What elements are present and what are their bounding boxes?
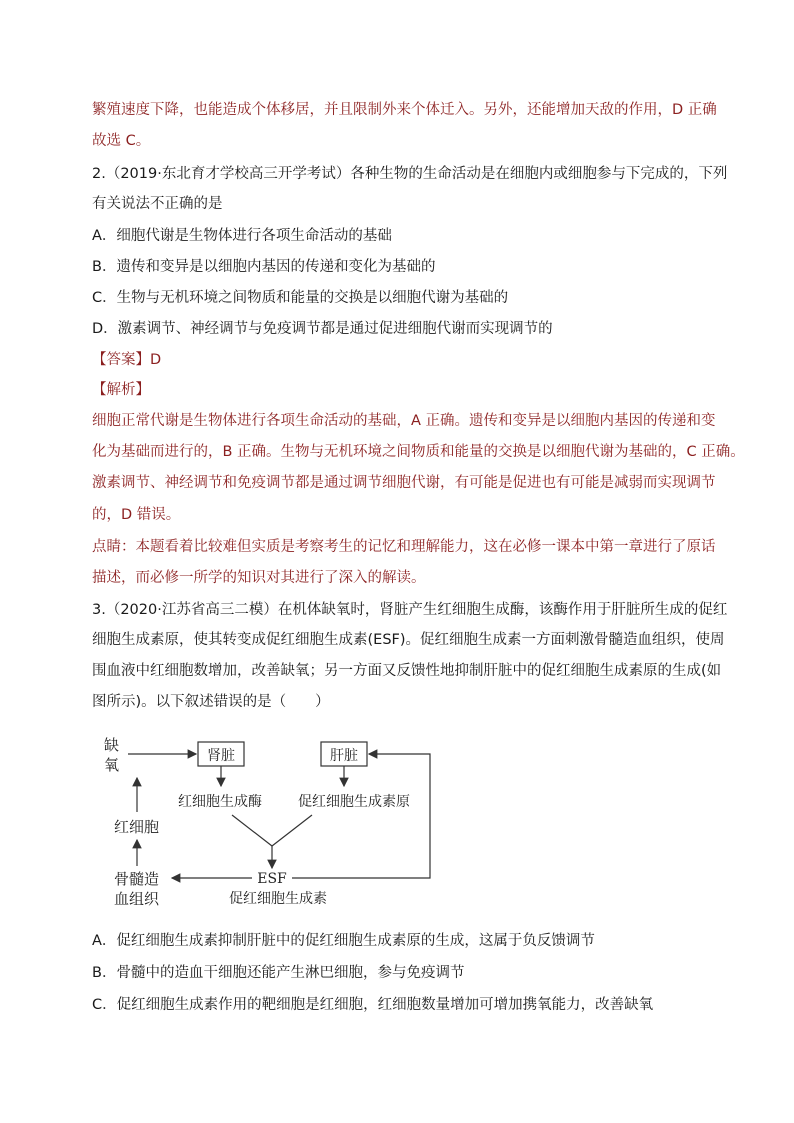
q3-stem-line-4: 图所示)。以下叙述错误的是（ ） [92, 694, 330, 710]
enzyme-merge-line [232, 815, 272, 846]
q2-analysis-line-2: 化为基础而进行的，B 正确。生物与无机环境之间物质和能量的交换是以细胞代谢为基础的，C 正确。 [92, 444, 745, 460]
enzyme-label: 红细胞生成酶 [178, 794, 262, 810]
q2-analysis-line-4: 的，D 错误。 [92, 507, 181, 523]
q2-option-d: D．激素调节、神经调节与免疫调节都是通过促进细胞代谢而实现调节的 [92, 321, 553, 337]
q2-option-c: C．生物与无机环境之间物质和能量的交换是以细胞代谢为基础的 [92, 290, 509, 306]
q2-note-line-1: 点睛：本题看着比较难但实质是考察考生的记忆和理解能力，这在必修一课本中第一章进行了原话 [92, 539, 716, 555]
esf-cn-label: 促红细胞生成素 [229, 891, 327, 907]
esf-feedback-diagram [92, 728, 472, 918]
prev-explanation-line-1: 繁殖速度下降，也能造成个体移居，并且限制外来个体迁入。另外，还能增加天敌的作用，D 正确 [92, 102, 717, 118]
pre-esf-label: 促红细胞生成素原 [298, 794, 410, 810]
esf-label: ESF [257, 871, 287, 887]
rbc-label: 红细胞 [114, 818, 160, 836]
q3-stem-line-2: 细胞生成素原，使其转变成促红细胞生成素(ESF)。促红细胞生成素一方面刺激骨髓造血组织，使周 [92, 632, 725, 648]
hypoxia-label-1: 缺 [104, 736, 120, 754]
feedback-to-liver-arrow [292, 754, 430, 878]
marrow-label-1: 骨髓造 [114, 870, 160, 888]
q2-option-b: B．遗传和变异是以细胞内基因的传递和变化为基础的 [92, 259, 436, 275]
marrow-label-2: 血组织 [114, 890, 160, 908]
q3-stem-line-1: 3.（2020·江苏省高三二模）在机体缺氧时，肾脏产生红细胞生成酶，该酶作用于肝脏所生成的促红 [92, 602, 728, 618]
q3-option-b: B．骨髓中的造血干细胞还能产生淋巴细胞，参与免疫调节 [92, 965, 465, 981]
q2-note-line-2: 描述，而必修一所学的知识对其进行了深入的解读。 [92, 570, 426, 586]
q2-stem-line-1: 2.（2019·东北育才学校高三开学考试）各种生物的生命活动是在细胞内或细胞参与下完成的，下列 [92, 166, 728, 182]
q2-answer: 【答案】D [92, 352, 162, 368]
q2-analysis-line-1: 细胞正常代谢是生物体进行各项生命活动的基础，A 正确。遗传和变异是以细胞内基因的传递和变 [92, 413, 716, 429]
q2-stem-line-2: 有关说法不正确的是 [92, 196, 223, 212]
q2-analysis-label: 【解析】 [92, 382, 150, 398]
hypoxia-label-2: 氧 [104, 756, 120, 774]
q2-analysis-line-3: 激素调节、神经调节和免疫调节都是通过调节细胞代谢，有可能是促进也有可能是减弱而实现调节 [92, 475, 716, 491]
preesf-merge-line [272, 815, 312, 846]
q3-option-a: A．促红细胞生成素抑制肝脏中的促红细胞生成素原的生成，这属于负反馈调节 [92, 933, 595, 949]
kidney-label: 肾脏 [207, 748, 235, 764]
q3-stem-line-3: 围血液中红细胞数增加，改善缺氧；另一方面又反馈性地抑制肝脏中的促红细胞生成素原的生成(如 [92, 663, 722, 679]
prev-explanation-line-2: 故选 C。 [92, 133, 151, 149]
q3-option-c: C．促红细胞生成素作用的靶细胞是红细胞，红细胞数量增加可增加携氧能力，改善缺氧 [92, 997, 654, 1013]
q2-option-a: A．细胞代谢是生物体进行各项生命活动的基础 [92, 228, 392, 244]
liver-label: 肝脏 [330, 748, 358, 764]
